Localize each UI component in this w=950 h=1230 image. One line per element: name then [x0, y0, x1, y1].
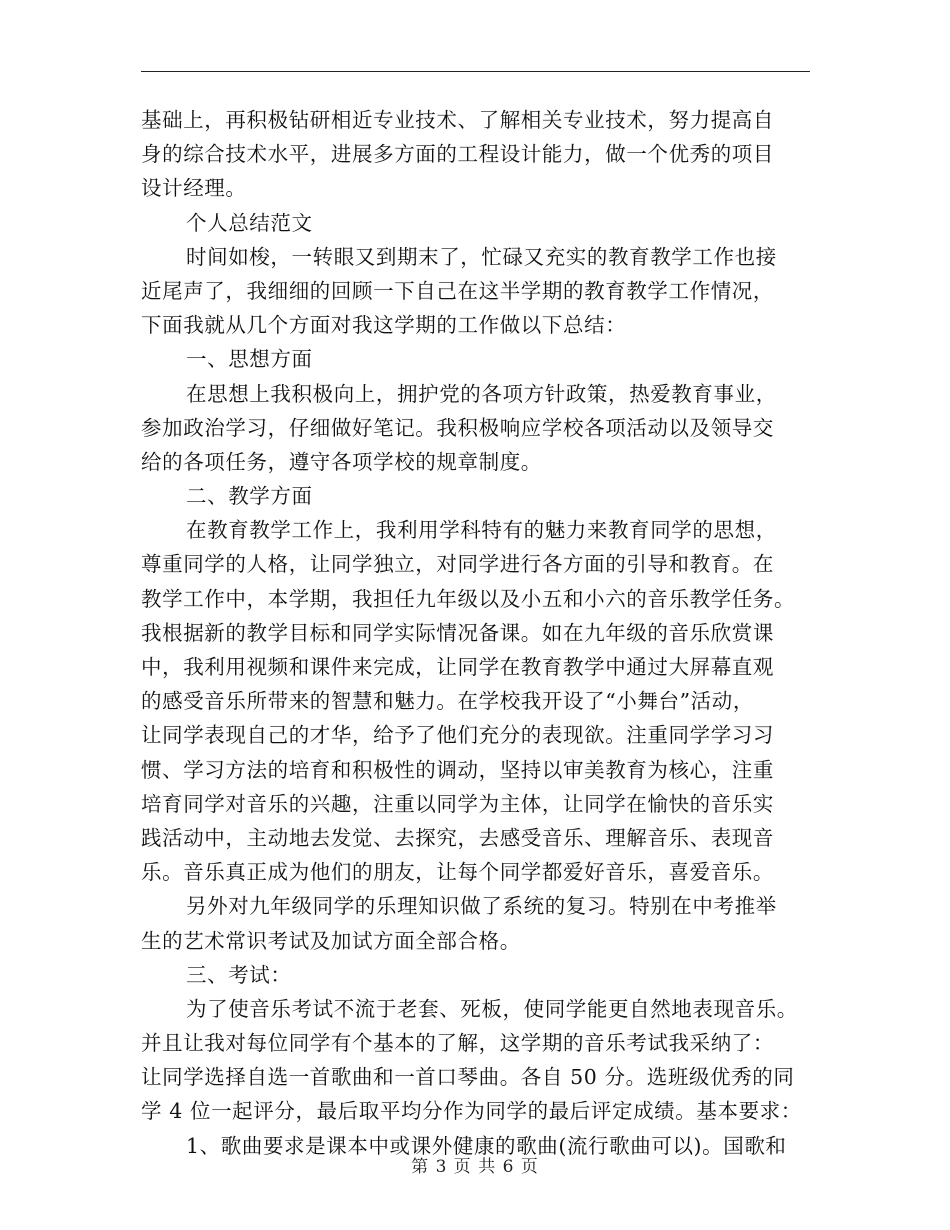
text-line: 让同学表现自己的才华，给予了他们充分的表现欲。注重同学学习习	[141, 723, 774, 748]
text-line: 尊重同学的人格，让同学独立，对同学进行各方面的引导和教育。在	[141, 552, 774, 577]
text-line: 近尾声了，我细细的回顾一下自己在这半学期的教育教学工作情况，	[141, 278, 774, 303]
text-line: 乐。音乐真正成为他们的朋友，让每个同学都爱好音乐，喜爱音乐。	[141, 860, 774, 885]
text-line: 参加政治学习，仔细做好笔记。我积极响应学校各项活动以及领导交	[141, 415, 774, 440]
text-line: 教学工作中，本学期，我担任九年级以及小五和小六的音乐教学任务。	[141, 586, 796, 611]
text-line: 中，我利用视频和课件来完成，让同学在教育教学中通过大屏幕直观	[141, 655, 774, 679]
text-line: 二、教学方面	[186, 484, 313, 509]
text-line: 基础上，再积极钻研相近专业技术、了解相关专业技术，努力提高自	[141, 108, 774, 132]
text-line: 下面我就从几个方面对我这学期的工作做以下总结：	[141, 313, 627, 338]
text-line: 1、歌曲要求是课本中或课外健康的歌曲(流行歌曲可以)。国歌和	[186, 1133, 787, 1158]
text-line: 为了使音乐考试不流于老套、死板，使同学能更自然地表现音乐。	[186, 996, 798, 1021]
text-line: 让同学选择自选一首歌曲和一首口琴曲。各自 50 分。选班级优秀的同	[141, 1065, 795, 1090]
text-line: 并且让我对每位同学有个基本的了解，这学期的音乐考试我采纳了：	[141, 1031, 774, 1056]
text-line: 的感受音乐所带来的智慧和魅力。在学校我开设了“小舞台”活动，	[141, 689, 754, 714]
text-line: 学 4 位一起评分，最后取平均分作为同学的最后评定成绩。基本要求：	[141, 1099, 802, 1124]
text-line: 身的综合技术水平，进展多方面的工程设计能力，做一个优秀的项目	[141, 142, 774, 167]
page-number: 第 3 页 共 6 页	[411, 1157, 539, 1177]
text-line: 践活动中，主动地去发觉、去探究，去感受音乐、理解音乐、表现音	[141, 825, 774, 850]
text-line: 三、考试：	[186, 962, 292, 987]
text-line: 给的各项任务，遵守各项学校的规章制度。	[141, 449, 542, 474]
text-line: 个人总结范文	[186, 210, 313, 235]
text-line: 惯、学习方法的培育和积极性的调动，坚持以审美教育为核心，注重	[141, 757, 774, 782]
text-line: 在教育教学工作上，我利用学科特有的魅力来教育同学的思想，	[186, 518, 777, 543]
header-rule	[141, 71, 810, 72]
document-body	[141, 103, 813, 1163]
text-line: 我根据新的教学目标和同学实际情况备课。如在九年级的音乐欣赏课	[141, 620, 774, 645]
text-line: 一、思想方面	[186, 347, 313, 372]
text-line: 培育同学对音乐的兴趣，注重以同学为主体，让同学在愉快的音乐实	[141, 791, 774, 816]
text-line: 生的艺术常识考试及加试方面全部合格。	[141, 928, 521, 953]
text-line: 时间如梭，一转眼又到期末了，忙碌又充实的教育教学工作也接	[186, 244, 777, 269]
text-line: 设计经理。	[141, 176, 247, 201]
text-line: 在思想上我积极向上，拥护党的各项方针政策，热爱教育事业，	[186, 381, 777, 406]
text-line: 另外对九年级同学的乐理知识做了系统的复习。特别在中考推举	[186, 894, 777, 919]
